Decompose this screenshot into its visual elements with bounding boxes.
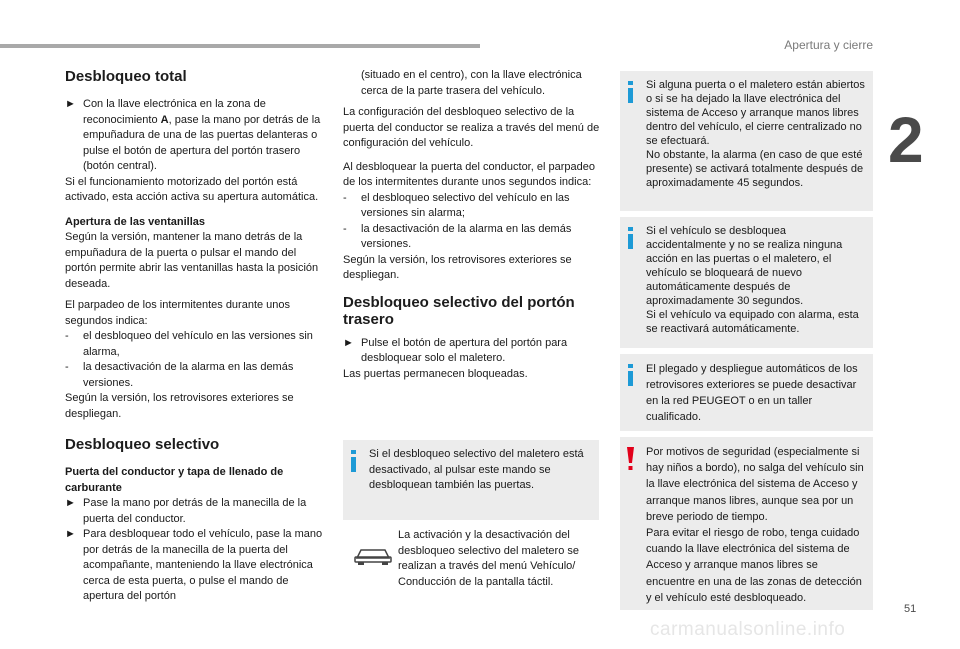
dash-item: - la desactivación de la alarma en las demás versiones. [65, 361, 294, 389]
subheading-conductor: Puerta del conductor y tapa de llenado de carburante [65, 466, 284, 494]
car-icon [353, 544, 393, 566]
dash-item: - el desbloqueo del vehículo en las versiones sin alarma, [65, 330, 313, 358]
dash-item: - la desactivación de la alarma en las demás versiones. [343, 222, 572, 250]
chapter-number: 2 [888, 104, 924, 176]
continued-text: (situado en el centro), con la llave electrónica cerca de la parte trasera del vehículo. [361, 69, 582, 97]
info-box-maletero: Si el desbloqueo selectivo del maletero está desactivado, al pulsar este mando se desbloquean también las puertas. [343, 440, 599, 520]
paragraph: Al desbloquear la puerta del conductor, el parpadeo de los intermitentes durante unos segundos indica: [343, 160, 595, 188]
paragraph: La configuración del desbloqueo selectivo de la puerta del conductor se realiza a través del menú de configuración del vehículo. [343, 106, 600, 149]
subheading-ventanillas: Apertura de las ventanillas [65, 215, 205, 228]
paragraph: Según la versión, mantener la mano detrás de la empuñadura de la puerta o pulsar el mando del portón permite abrir las ventanillas hasta la posición deseada. [65, 231, 319, 290]
heading-porton-trasero: Desbloqueo selectivo del portón trasero [343, 293, 575, 328]
arrow-icon: ► [343, 336, 354, 349]
heading-desbloqueo-total: Desbloqueo total [65, 68, 187, 85]
bullet-item: ► Para desbloquear todo el vehículo, pase la mano por detrás de la manecilla de la puerta del acompañante, manteniendo la llave electrónica cerca de esta puerta, o pulse el mando de apertura del portón [65, 528, 323, 602]
page-number: 51 [904, 603, 917, 615]
paragraph: El parpadeo de los intermitentes durante unos segundos indica: [65, 299, 291, 327]
info-icon [626, 81, 636, 103]
header-rule [0, 44, 480, 48]
arrow-icon: ► [65, 497, 76, 509]
dash-item: - el desbloqueo selectivo del vehículo en las versiones sin alarma; [343, 191, 570, 219]
info-icon [349, 450, 359, 472]
info-box-retrovisores: El plegado y despliegue automáticos de los retrovisores exteriores se puede desactivar en la red PEUGEOT o en un taller cualificado. [620, 354, 873, 431]
paragraph: Las puertas permanecen bloqueadas. [343, 367, 528, 380]
info-icon [626, 364, 636, 386]
paragraph: Según la versión, los retrovisores exteriores se despliegan. [343, 253, 572, 281]
bullet-item: ► Con la llave electrónica en la zona de reconocimiento A, pase la mano por detrás de la empuñadura de una de las puertas delanteras o pulse el botón de apertura del portón trasero (botón central). [65, 98, 321, 172]
arrow-icon: ► [65, 98, 76, 110]
bullet-item: ► Pulse el botón de apertura del portón para desbloquear solo el maletero. [343, 336, 568, 364]
column-2 [343, 68, 601, 382]
column-1 [65, 68, 323, 605]
info-box-desbloqueo-accidental: Si el vehículo se desbloquea accidentalmente y no se realiza ninguna acción en las puertas o el maletero, el vehículo se bloqueará de nuevo automáticamente después de aproximadamente 30 segundos. Si el vehículo va equipado con alarma, esta se reactivará automáticamente. [620, 217, 873, 348]
warning-box-seguridad: Por motivos de seguridad (especialmente si hay niños a bordo), no salga del vehículo sin la llave electrónica del sistema de Acceso y arranque manos libres, aunque sea por un breve periodo de tiempo. Para evitar el riesgo de robo, tenga cuidado cuando la llave electrónica del sistema de Acceso y arranque manos libres se encuentre en una de las zonas de detección y el vehículo esté desbloqueado. [620, 437, 873, 610]
paragraph: Según la versión, los retrovisores exteriores se despliegan. [65, 392, 294, 420]
bullet-item: ► Pase la mano por detrás de la manecilla de la puerta del conductor. [65, 497, 307, 525]
heading-desbloqueo-selectivo: Desbloqueo selectivo [65, 436, 220, 453]
info-icon [626, 227, 636, 249]
warning-icon [626, 447, 636, 471]
car-note-box: La activación y la desactivación del desbloqueo selectivo del maletero se realizan a través del menú Vehículo/ Conducción de la pantalla táctil. [343, 520, 599, 586]
arrow-icon: ► [65, 528, 76, 540]
watermark: carmanualsonline.info [650, 619, 846, 640]
info-box-cierre: Si alguna puerta o el maletero están abiertos o si se ha dejado la llave electrónica del sistema de Acceso y arranque manos libres dentro del vehículo, el cierre centralizado no se efectuará. No obstante, la alarma (en caso de que esté presente) se activará totalmente después de aproximadamente 45 segundos. [620, 71, 873, 211]
section-title: Apertura y cierre [784, 38, 873, 52]
paragraph: Si el funcionamiento motorizado del portón está activado, esta acción activa su apertura automática. [65, 175, 319, 203]
